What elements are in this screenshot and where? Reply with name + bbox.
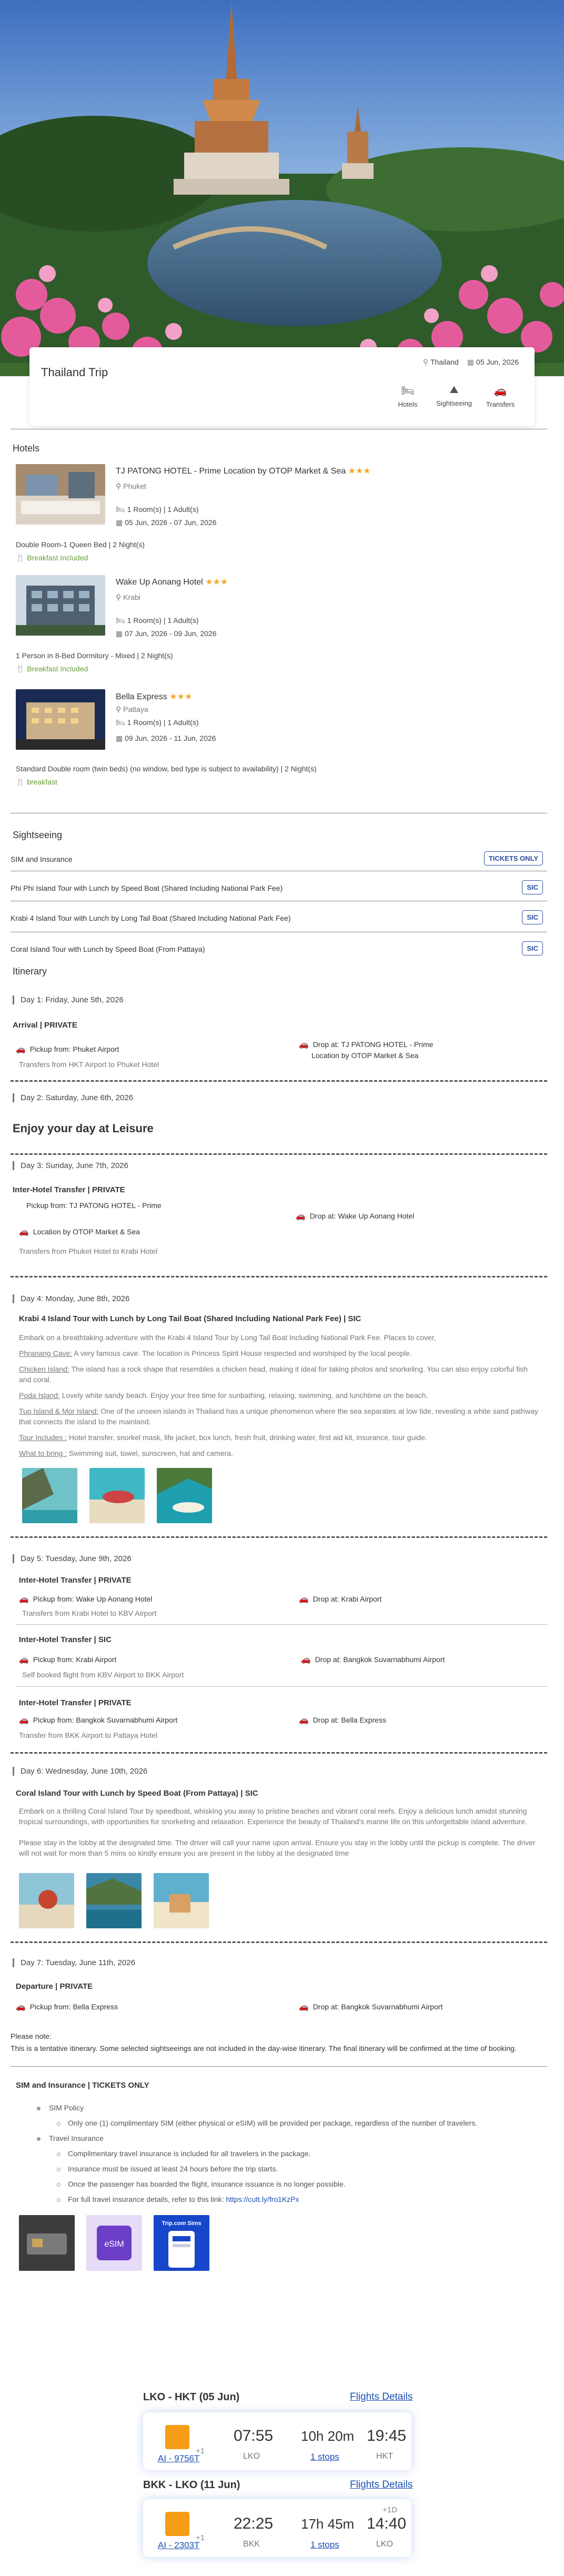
pickup-text: Pickup from: Phuket Airport [29, 1045, 119, 1053]
insurance-item: Complimentary travel insurance is included for all travelers in the package. [57, 2149, 310, 2158]
sic-badge[interactable]: SIC [522, 880, 543, 894]
leisure-title: Enjoy your day at Leisure [13, 1122, 154, 1135]
day-label: Day 5: Tuesday, June 9th, 2026 [13, 1554, 132, 1563]
tour-photo [86, 1873, 142, 1928]
car-icon: 🚗 [16, 1045, 26, 1054]
location-pin-icon: ⚲ [116, 593, 124, 601]
hotel-stars: ★★★ [348, 467, 371, 476]
tour-intro: Embark on a thrilling Coral Island Tour by speedboat, whisking you away to pristine beaches and vibrant coral reefs. Enjoy a delicious lunch amidst stunning tropical surroundings, with opportunities for snorkeling and relaxation. Experience the beauty of Thailand's marine life on this unforgettable island adventure. [19, 1807, 527, 1826]
car-icon: 🚗 [19, 1595, 29, 1604]
arrival-time: 19:45 [367, 2427, 407, 2444]
tour-point: Tour Includes : Hotel transfer, snorkel mask, life jacket, box lunch, fresh fruit, drinking water, first aid kit, insurance, tour guide. [19, 1433, 427, 1442]
tour-photo [89, 1468, 145, 1523]
day-label: Day 6: Wednesday, June 10th, 2026 [13, 1767, 147, 1776]
tour-photo [19, 1873, 74, 1928]
hotel-dates: 09 Jun, 2026 - 11 Jun, 2026 [125, 734, 216, 742]
drop-text: Drop at: Bangkok Suvarnabhumi Airport [313, 2003, 443, 2011]
esim-image [86, 2215, 142, 2271]
insurance-label: Travel Insurance [37, 2134, 104, 2142]
sim-policy-item: Only one (1) complimentary SIM (either physical or eSIM) will be provided per package, regardless of the number of travelers. [57, 2119, 477, 2127]
bed-icon: 🛏 [116, 616, 127, 625]
day-label: Day 1: Friday, June 5th, 2026 [13, 995, 124, 1004]
transfer-title: Arrival | PRIVATE [13, 1021, 77, 1030]
flight-stops[interactable]: 1 stops [310, 2540, 339, 2550]
hotel-location: Krabi [123, 593, 140, 601]
note-text: This is a tentative itinerary. Some selected sightseeings are not included in the day-wise itinerary. The final itinerary will be confirmed at the time of booking. [11, 2044, 517, 2052]
airline-logo-icon [165, 2512, 189, 2536]
flight-stops[interactable]: 1 stops [310, 2452, 339, 2462]
hotel-name: TJ PATONG HOTEL - Prime Location by OTOP Market & Sea [116, 467, 346, 476]
car-icon: 🚗 [299, 1716, 309, 1725]
hotel-stars: ★★★ [169, 692, 193, 701]
bed-icon: 🛏 [116, 718, 127, 727]
flight-card [143, 2412, 411, 2470]
trip-country: Thailand [430, 358, 459, 366]
camera-icon: ⛰ [449, 384, 459, 396]
hotel-location: Pattaya [123, 705, 148, 713]
flight-plus: +1 [196, 2447, 205, 2456]
insurance-item: Once the passenger has boarded the flight, insurance issuance is no longer possible. [57, 2180, 346, 2188]
sightseeing-item: Krabi 4 Island Tour with Lunch by Long Tail Boat (Shared Including National Park Fee) [11, 914, 291, 922]
sim-policy-label: SIM Policy [37, 2104, 84, 2112]
tour-photo [154, 1873, 209, 1928]
flight-details-link[interactable]: Flights Details [350, 2479, 413, 2490]
hotel-rooms: 1 Room(s) | 1 Adult(s) [127, 616, 199, 625]
car-icon: 🚗 [299, 1595, 309, 1604]
trip-summary-card [29, 347, 535, 426]
hotel-stars: ★★★ [205, 578, 228, 587]
tripcom-sim-image: Trip.com Sims [154, 2215, 209, 2271]
drop-text: Drop at: Bella Express [313, 1716, 386, 1724]
sightseeing-heading: Sightseeing [13, 830, 63, 840]
hotel-name: Wake Up Aonang Hotel [116, 578, 203, 587]
car-icon: 🚗 [494, 385, 507, 397]
pickup-text: Pickup from: Bella Express [29, 2003, 118, 2011]
sic-badge[interactable]: SIC [522, 910, 543, 924]
car-icon: 🚗 [296, 1212, 306, 1221]
insurance-item: For full travel insurance details, refer to this link: https://cutt.ly/fro1KzPx [57, 2195, 299, 2203]
flight-route-title: BKK - LKO (11 Jun) [143, 2479, 240, 2491]
tour-photo [22, 1468, 77, 1523]
tour-title: Krabi 4 Island Tour with Lunch by Long Tail Boat (Shared Including National Park Fee) | SIC [19, 1314, 361, 1323]
fork-icon: 🍴 [16, 665, 27, 673]
transfer-desc: Self booked flight from KBV Airport to BKK Airport [22, 1671, 184, 1679]
trip-meta [423, 358, 519, 367]
location-pin-icon: ⚲ [116, 482, 124, 490]
car-icon: 🚗 [19, 1227, 29, 1236]
sim-card-image [19, 2215, 75, 2271]
location-pin-icon: ⚲ [422, 358, 429, 366]
arrival-code: LKO [376, 2540, 394, 2549]
trip-title: Thailand Trip [41, 366, 108, 379]
hotel-dates: 05 Jun, 2026 - 07 Jun, 2026 [125, 518, 217, 527]
tour-point: Chicken Island: The island has a rock shape that resembles a chicken head, making it ideal for taking photos and snorkeling. You can also enjoy colorful fish and coral. [19, 1365, 528, 1384]
tour-point: Tup Island & Mor Island: One of the unseen islands in Thailand has a unique phenomenon where the sea separates at low tide, revealing a white sand pathway that connects the island to the mainland. [19, 1407, 538, 1426]
tour-photo [157, 1468, 212, 1523]
transfer-title: Inter-Hotel Transfer | PRIVATE [19, 1576, 132, 1585]
car-icon: 🚗 [301, 1655, 311, 1664]
bed-icon: 🛏 [116, 505, 127, 514]
transfer-title: Inter-Hotel Transfer | SIC [19, 1635, 112, 1644]
hotel-meal: breakfast [27, 778, 57, 786]
car-icon: 🚗 [19, 1716, 29, 1725]
day-label: Day 7: Tuesday, June 11th, 2026 [13, 1958, 135, 1967]
car-icon: 🚗 [19, 1655, 29, 1664]
flight-duration: 17h 45m [301, 2516, 355, 2532]
transfer-title: Inter-Hotel Transfer | PRIVATE [19, 1698, 132, 1707]
hotel-room-type: Double Room-1 Queen Bed | 2 Night(s) [16, 540, 145, 549]
hotel-rooms: 1 Room(s) | 1 Adult(s) [127, 505, 199, 514]
arrival-time: 14:40 [367, 2515, 407, 2532]
nav-transfers[interactable]: 🚗 Transfers [482, 384, 519, 408]
itinerary-heading: Itinerary [13, 966, 47, 977]
tour-title: Coral Island Tour with Lunch by Speed Boat (From Pattaya) | SIC [16, 1789, 258, 1798]
drop-text: Drop at: Bangkok Suvarnabhumi Airport [315, 1655, 445, 1664]
note-label: Please note: [11, 2032, 52, 2040]
flight-plus: +1 [196, 2533, 205, 2542]
car-icon: 🚗 [299, 1040, 309, 1049]
hotel-name: Bella Express [116, 692, 167, 701]
hotel-meal: Breakfast Included [27, 554, 88, 562]
flight-number[interactable]: AI - 9756T [158, 2453, 200, 2463]
hotel-location: Phuket [123, 482, 146, 490]
departure-time: 22:25 [234, 2515, 274, 2532]
hotel-room-type: Standard Double room (twin beds) (no window, bed type is subject to availability) | 2 Night(s) [16, 764, 317, 773]
drop-text: Drop at: TJ PATONG HOTEL - Prime [313, 1040, 434, 1049]
tour-note: Please stay in the lobby at the designated time. The driver will call your name upon arrival. Ensure you stay in the lobby until the pickup is complete. The driver will not wait for more than 5 mins so kindly ensure you are present in the lobby at the designated time [19, 1838, 536, 1857]
flight-details-link[interactable]: Flights Details [350, 2391, 413, 2402]
transfer-title: Departure | PRIVATE [16, 1982, 93, 1991]
tour-intro: Embark on a breathtaking adventure with the Krabi 4 Island Tour by Long Tail Boat Including National Park Fee. Places to cover, [19, 1333, 436, 1342]
hotel-meal: Breakfast Included [27, 665, 88, 673]
tickets-only-badge[interactable]: TICKETS ONLY [484, 851, 543, 866]
tour-point: Phranang Cave: A very famous cave. The location is Princess Spirit House respected and worshiped by the local people. [19, 1349, 412, 1357]
hotel-rooms: 1 Room(s) | 1 Adult(s) [127, 718, 199, 727]
airline-logo-icon [165, 2425, 189, 2449]
sightseeing-item: SIM and Insurance [11, 855, 73, 863]
flight-duration: 10h 20m [301, 2428, 355, 2444]
pickup-text: Pickup from: Krabi Airport [33, 1655, 117, 1664]
tour-point: What to bring : Swimming suit, towel, sunscreen, hat and camera. [19, 1449, 233, 1457]
drop-text: Drop at: Wake Up Aonang Hotel [309, 1212, 415, 1220]
svg-text:eSIM: eSIM [104, 2240, 124, 2249]
flight-card [143, 2499, 411, 2557]
drop-text: Drop at: Krabi Airport [313, 1595, 382, 1603]
pickup-text: Pickup from: Wake Up Aonang Hotel [33, 1595, 153, 1603]
sightseeing-item: Phi Phi Island Tour with Lunch by Speed Boat (Shared Including National Park Fee) [11, 884, 283, 892]
transfer-desc: Transfer from BKK Airport to Pattaya Hotel [19, 1731, 158, 1739]
location-pin-icon: ⚲ [116, 705, 124, 713]
day-label: Day 3: Sunday, June 7th, 2026 [13, 1161, 128, 1170]
sim-heading: SIM and Insurance | TICKETS ONLY [16, 2081, 149, 2090]
hotel-image [16, 689, 105, 750]
sightseeing-item: Coral Island Tour with Lunch by Speed Boat (From Pattaya) [11, 945, 205, 953]
hotel-image [16, 575, 105, 636]
hotel-image [16, 464, 105, 525]
tour-point: Poda Island: Lovely white sandy beach. Enjoy your free time for sunbathing, relaxing, swimming, and lunchtime on the beach. [19, 1391, 428, 1400]
day-label: Day 4: Monday, June 8th, 2026 [13, 1294, 129, 1303]
calendar-icon: ▦ [116, 734, 125, 742]
departure-code: BKK [243, 2540, 260, 2549]
sic-badge[interactable]: SIC [522, 941, 543, 955]
flight-number[interactable]: AI - 2303T [158, 2540, 200, 2550]
departure-time: 07:55 [234, 2427, 274, 2444]
calendar-icon: ▦ [467, 358, 475, 366]
arrival-code: HKT [376, 2452, 393, 2461]
arrival-next-day: +1D [382, 2505, 397, 2514]
nav-sightseeing[interactable]: ⛰ Sightseeing [436, 384, 472, 407]
transfer-desc: Transfers from Phuket Hotel to Krabi Hotel [19, 1247, 158, 1255]
hotel-room-type: 1 Person in 8-Bed Dormitory - Mixed | 2 Night(s) [16, 651, 173, 660]
hotels-heading: Hotels [13, 443, 40, 454]
nav-hotels[interactable]: 🛏 Hotels [389, 384, 426, 408]
car-icon: 🚗 [299, 2003, 309, 2011]
calendar-icon: ▦ [116, 629, 125, 638]
trip-date: 05 Jun, 2026 [476, 358, 519, 366]
itinerary-page: Thailand Trip ⚲ Thailand ▦ 05 Jun, 2026 🛏 Hotels ⛰ Sightseeing 🚗 Transfers Hotels TJ PATONG HOTEL - Prime Location by OTOP Market & Sea ★★★ ⚲ Phuket 🛏 1 Room(s) | 1 Adult(s) ▦ 05 Jun, 2026 - 07 Jun, 2026 Double Room-1 Queen Bed | 2 Night(s) 🍴 Breakfast Included Wake Up Aonang Hotel ★★★ ⚲ Krabi 🛏 1 Room(s) | 1 Adult(s) ▦ 07 Jun, 2026 - 09 Jun, 2026 1 Person in 8-Bed Dormitory - Mixed | 2 Night(s) 🍴 Breakfast Included Bella Express ★★★ ⚲ Pattaya 🛏 1 Room(s) | 1 Adult(s) ▦ 09 Jun, 2026 - 11 Jun, 2026 Standard Double room (twin beds) (no window, bed type is subject to availability) | 2 Night(s) 🍴 breakfast Sightseeing SIM and Insurance TICKETS ONLY Phi Phi Island Tour with Lunch by Speed Boat (Shared Including National Park Fee) SIC Krabi 4 Island Tour with Lunch by Long Tail Boat (Shared Including National Park Fee) SIC Coral Island Tour with Lunch by Speed Boat (From Pattaya) SIC Itinerary Day 1: Friday, June 5th, 2026 Arrival | PRIVATE 🚗 Pickup from: Phuket Airport 🚗 Drop at: TJ PATONG HOTEL - Prime Location by OTOP Market & Sea Transfers from HKT Airport to Phuket Hotel Day 2: Saturday, June 6th, 2026 Enjoy your day at Leisure Day 3: Sunday, June 7th, 2026 Inter-Hotel Transfer | PRIVATE Pickup from: TJ PATONG HOTEL - Prime 🚗 Location by OTOP Market & Sea 🚗 Drop at: Wake Up Aonang Hotel Transfers from Phuket Hotel to Krabi Hotel Day 4: Monday, June 8th, 2026 Krabi 4 Island Tour with Lunch by Long Tail Boat (Shared Including National Park Fee) | SIC Embark on a breathtaking adventure with the Krabi 4 Island Tour by Long Tail Boat Including National Park Fee. Places to cover, Phranang Cave: A very famous cave. The location is Princess Spirit House respected and worshiped by the local people. Chicken Island: The island has a rock shape that resembles a chicken head, making it ideal for taking photos and snorkeling. You can also enjoy colorful fish and coral. Poda Island: Lovely white sandy beach. Enjoy your free time for sunbathing, relaxing, swimming, and lunchtime on the beach. Tup Island & Mor Island: One of the unseen islands in Thailand has a unique phenomenon where the sea separates at low tide, revealing a white sand pathway that connects the island to the mainland. Tour Includes : Hotel transfer, snorkel mask, life jacket, box lunch, fresh fruit, drinking water, first aid kit, insurance, tour guide. What to bring : Swimming suit, towel, sunscreen, hat and camera. Day 5: Tuesday, June 9th, 2026 Inter-Hotel Transfer | PRIVATE 🚗 Pickup from: Wake Up Aonang Hotel 🚗 Drop at: Krabi Airport Transfers from Krabi Hotel to KBV Airport Inter-Hotel Transfer | SIC 🚗 Pickup from: Krabi Airport 🚗 Drop at: Bangkok Suvarnabhumi Airport Self booked flight from KBV Airport to BKK Airport Inter-Hotel Transfer | PRIVATE 🚗 Pickup from: Bangkok Suvarnabhumi Airport 🚗 Drop at: Bella Express Transfer from BKK Airport to Pattaya Hotel Day 6: Wednesday, June 10th, 2026 Coral Island Tour with Lunch by Speed Boat (From Pattaya) | SIC Embark on a thrilling Coral Island Tour by speedboat, whisking you away to pristine beaches and vibrant coral reefs. Enjoy a delicious lunch amidst stunning tropical surroundings, with opportunities for snorkeling and relaxation. Experience the beauty of Thailand's marine life on this unforgettable island adventure. Please stay in the lobby at the designated time. The driver will call your name upon arrival. Ensure you stay in the lobby until the pickup is complete. The driver will not wait for more than 5 mins so kindly ensure you are present in the lobby at the designated time Day 7: Tuesday, June 11th, 2026 Departure | PRIVATE 🚗 Pickup from: Bella Express 🚗 Drop at: Bangkok Suvarnabhumi Airport Please note: This is a tentative itinerary. Some selected sightseeings are not included in the day-wise itinerary. The final itinerary will be confirmed at the time of booking. SIM and Insurance | TICKETS ONLY SIM Policy Only one (1) complimentary SIM (either physical or eSIM) will be provided per package, regardless of the number of travelers. Travel Insurance Complimentary travel insurance is included for all travelers in the package. Insurance must be issued at least 24 hours before the trip starts. Once the passenger has boarded the flight, insurance issuance is no longer possible. For full travel insurance details, refer to this link: https://cutt.ly/fro1KzPx eSIM Trip.com Sims LKO - HKT (05 Jun) Flights Details AI - 9756T +1 07:55 LKO 10h 20m 1 stops 19:45 HKT BKK - LKO (11 Jun) Flights Details AI - 2303T +1 22:25 BKK 17h 45m 1 stops +1D 14:40 LKO [0, 0, 564, 2576]
transfer-desc: Transfers from HKT Airport to Phuket Hotel [19, 1060, 159, 1069]
fork-icon: 🍴 [16, 778, 27, 786]
departure-code: LKO [243, 2452, 260, 2461]
insurance-item: Insurance must be issued at least 24 hours before the trip starts. [57, 2165, 278, 2173]
car-icon: 🚗 [16, 2003, 26, 2011]
fork-icon: 🍴 [16, 554, 27, 562]
pickup-text: Pickup from: TJ PATONG HOTEL - Prime [26, 1201, 162, 1210]
trip-nav [389, 384, 519, 408]
bed-icon: 🛏 [401, 385, 415, 397]
insurance-link[interactable]: https://cutt.ly/fro1KzPx [226, 2195, 299, 2203]
flight-route-title: LKO - HKT (05 Jun) [143, 2391, 240, 2403]
transfer-desc: Transfers from Krabi Hotel to KBV Airport [22, 1609, 157, 1617]
transfer-title: Inter-Hotel Transfer | PRIVATE [13, 1185, 125, 1194]
pickup-text: Pickup from: Bangkok Suvarnabhumi Airport [33, 1716, 178, 1724]
hotel-dates: 07 Jun, 2026 - 09 Jun, 2026 [125, 629, 217, 638]
day-label: Day 2: Saturday, June 6th, 2026 [13, 1093, 133, 1102]
hero-image [0, 0, 564, 376]
calendar-icon: ▦ [116, 518, 125, 527]
